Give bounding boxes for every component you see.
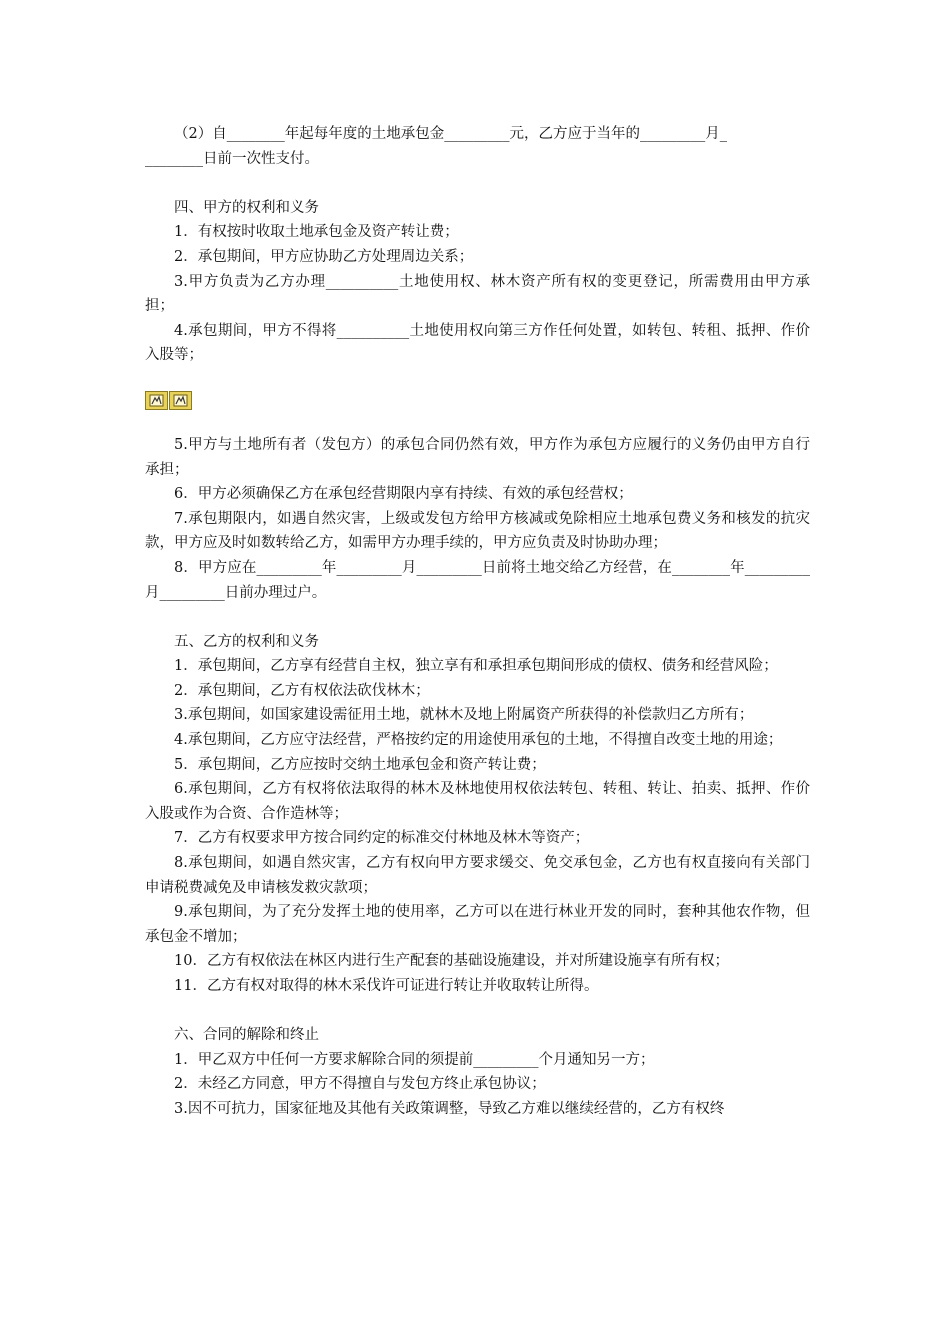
clause-4-2: 2．承包期间，甲方应协助乙方处理周边关系； (174, 248, 474, 265)
clause-3-2-line2: ________日前一次性支付。 (145, 150, 319, 167)
section-6-title: 六、合同的解除和终止 (174, 1027, 319, 1044)
clause-4-4: 4.承包期间，甲方不得将__________土地使用权向第三方作任何处置，如转包、转租、抵押、作价入股等； (145, 322, 810, 364)
section-4-title: 四、甲方的权利和义务 (174, 199, 319, 216)
clause-4-7: 7.承包期限内，如遇自然灾害，上级或发包方给甲方核减或免除相应土地承包费义务和核发的抗灾款，甲方应及时如数转给乙方，如需甲方办理手续的，甲方应负责及时协助办理； (145, 510, 810, 552)
section-5-title: 五、乙方的权利和义务 (174, 633, 319, 650)
clause-4-3: 3.甲方负责为乙方办理__________土地使用权、林木资产所有权的变更登记，所需费用由甲方承担； (145, 273, 810, 315)
clause-4-8: 8．甲方应在_________年_________月_________日前将土地交给乙方经营，在________年_________月_________日前办理过户。 (145, 559, 810, 601)
clause-5-11: 11．乙方有权对取得的林木采伐许可证进行转让并收取转让所得。 (174, 978, 599, 994)
broken-image-icon (169, 391, 192, 410)
clause-4-1: 1．有权按时收取土地承包金及资产转让费； (174, 224, 459, 241)
clause-6-1: 1．甲乙双方中任何一方要求解除合同的须提前_________个月通知另一方； (174, 1051, 655, 1068)
clause-4-6: 6．甲方必须确保乙方在承包经营期限内享有持续、有效的承包经营权； (174, 486, 633, 503)
clause-3-2-line1: （2）自________年起每年度的土地承包金_________元，乙方应于当年的_________月_ (174, 126, 727, 142)
clause-5-5: 5．承包期间，乙方应按时交纳土地承包金和资产转让费； (174, 756, 546, 773)
contract-page (145, 122, 810, 1122)
clause-5-8: 8.承包期间，如遇自然灾害，乙方有权向甲方要求缓交、免交承包金，乙方也有权直接向有关部门申请税费减免及申请核发救灾款项； (145, 855, 810, 896)
clause-5-4: 4.承包期间，乙方应守法经营，严格按约定的用途使用承包的土地，不得擅自改变土地的用途； (174, 732, 783, 749)
clause-5-3: 3.承包期间，如国家建设需征用土地，就林木及地上附属资产所获得的补偿款归乙方所有； (174, 707, 754, 724)
clause-4-5: 5.甲方与土地所有者（发包方）的承包合同仍然有效，甲方作为承包方应履行的义务仍由甲方自行承担； (145, 436, 810, 478)
clause-5-1: 1．承包期间，乙方享有经营自主权，独立享有和承担承包期间形成的债权、债务和经营风险； (174, 658, 778, 675)
clause-5-9: 9.承包期间，为了充分发挥土地的使用率，乙方可以在进行林业开发的同时，套种其他农作物，但承包金不增加； (145, 904, 810, 945)
embedded-icons (145, 368, 810, 433)
clause-5-7: 7．乙方有权要求甲方按合同约定的标准交付林地及林木等资产； (174, 830, 590, 847)
clause-5-6: 6.承包期间，乙方有权将依法取得的林木及林地使用权依法转包、转租、转让、拍卖、抵押、作价入股或作为合资、合作造林等； (145, 781, 810, 822)
clause-6-3: 3.因不可抗力，国家征地及其他有关政策调整，导致乙方难以继续经营的，乙方有权终 (174, 1100, 725, 1117)
clause-5-10: 10．乙方有权依法在林区内进行生产配套的基础设施建设，并对所建设施享有所有权； (174, 953, 729, 970)
broken-image-icon (145, 391, 168, 410)
clause-5-2: 2．承包期间，乙方有权依法砍伐林木； (174, 682, 430, 699)
clause-6-2: 2．未经乙方同意，甲方不得擅自与发包方终止承包协议； (174, 1076, 546, 1093)
